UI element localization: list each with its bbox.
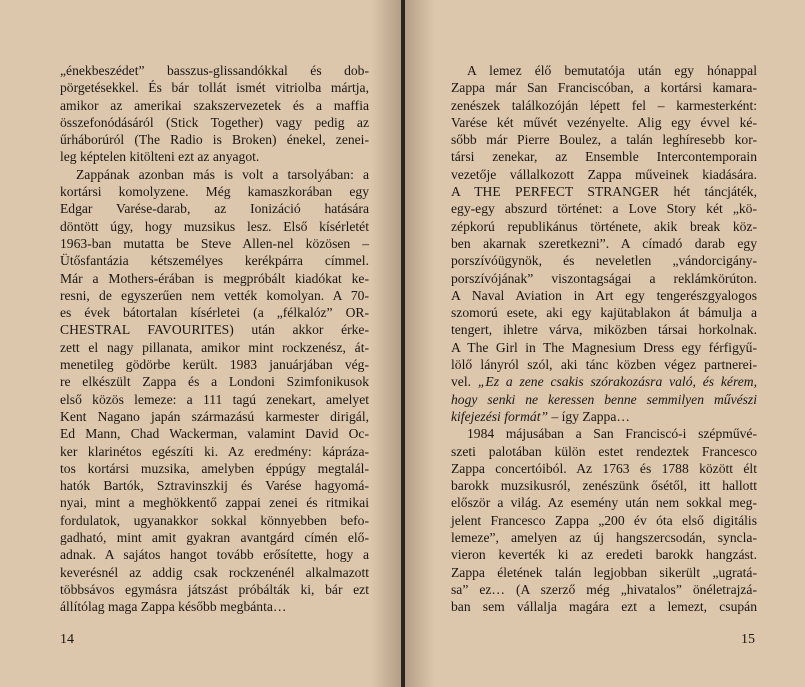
text-line: A lemez élő bemutatója után egy hónappal <box>467 63 757 78</box>
text-line: fordulatok, ugyanakkor sokkal könnyebben befo- <box>60 512 369 528</box>
text-line: zett el nagy pillanata, amikor mint rockzenész, át- <box>60 339 369 355</box>
text-line: Zappa concertóiból. Az 1763 és 1788 között élt <box>451 460 757 476</box>
text-line: többsávos egymásra játszást próbálták ki, bár ezt <box>60 581 369 597</box>
text-line: vieron keverték ki az eredeti barokk hangzást. <box>451 547 757 563</box>
text-line: barokk muzsikusról, zenészünk ősétől, itt hallott <box>451 478 757 494</box>
text-line: első közös lemeze: a 111 tagú zenekart, amelyet <box>60 391 369 407</box>
text-line: hatók Bartók, Sztravinszkij és Varése hagyomá- <box>60 478 369 494</box>
text-run: vel. <box>451 374 472 390</box>
text-line: leg képtelen kitölteni ezt az anyagot. <box>60 149 260 165</box>
text-line: A The Girl in The Magnesium Dress egy férfigyű- <box>451 339 757 355</box>
text-line: lemeze”, amelyen az új hangszercsodán, syncla- <box>451 530 757 546</box>
text-line: tengert, ihletre várva, miközben társai horkolnak. <box>451 322 757 338</box>
left-page <box>0 0 401 687</box>
text-run: – így Zappa… <box>551 408 630 424</box>
text-line: re elkészült Zappa és a Londoni Szimfonikusok <box>60 374 369 390</box>
text-line: először a világ. Az esemény után nem sokkal meg- <box>451 495 757 511</box>
page-number-right: 15 <box>741 632 755 647</box>
text-line: A Naval Aviation in Art egy tengerészgyalogos <box>451 287 757 303</box>
text-line: sa” ez… (A szerző még „hivatalos” önéletrajzá- <box>451 581 757 597</box>
text-line: Ütősfantázia kétszemélyes kerékpárra címmel. <box>60 253 369 269</box>
text-line: egy-egy abszurd történet: a Love Story két „kö- <box>451 201 757 217</box>
text-line: es évek bátortalan kísérletei (a „félkalóz” OR- <box>60 305 369 321</box>
text-line: adnak. A sajátos hangot tovább erősítette, hogy a <box>60 547 369 563</box>
text-line: nyai, mint a meghökkentő zappai zenei és ritmikai <box>60 495 369 511</box>
text-line: vezetője vállalkozott Zappa műveinek kiadására. <box>451 166 757 182</box>
text-line: zépkorú republikánus története, akik break köz- <box>451 218 757 234</box>
text-line: sőbb már Pierre Boulez, a talán leghíresebb kor- <box>451 132 757 148</box>
text-line: porszívóügynök, és neveletlen „vándorcigány- <box>451 253 757 269</box>
text-line: szeti palotában külön estet rendeztek Francesco <box>451 443 757 459</box>
text-line: szomorú esete, aki egy kajütablakon át bámulja a <box>451 305 757 321</box>
right-page-text <box>451 62 757 616</box>
text-line: ban sem vállalja magára ezt a lemezt, csupán <box>451 599 757 615</box>
left-page-text <box>60 62 369 616</box>
text-line: Kent Nagano japán származású karmester dirigál, <box>60 408 369 424</box>
text-line: állítólag maga Zappa később megbánta… <box>60 599 287 615</box>
text-line: Zappa már San Franciscóban, a kortársi kamara- <box>451 80 757 96</box>
text-line: Zappának azonban más is volt a tarsolyában: a <box>76 166 369 182</box>
text-line: Edgar Varése-darab, az Ionizáció hatására <box>60 201 369 217</box>
text-line: ben akarnak szeretkezni”. A címadó darab egy <box>451 235 757 251</box>
text-line: űrháborúról (The Radio is Broken) énekel, zenei- <box>60 132 369 148</box>
page-number-left: 14 <box>60 632 74 647</box>
text-line: 1963-ban mutatta be Steve Allen-nel közösen – <box>60 235 369 251</box>
text-line: összefonódásáról (Stick Together) vagy pedig az <box>60 114 369 130</box>
text-line: lölő lányról szól, aki tánc közben végez partnerei- <box>451 357 757 373</box>
text-line: pörgetésekkel. És bár tollát ismét vitriolba mártja, <box>60 80 369 96</box>
text-line: ker klarinétos egészíti ki. Az eredmény: kápráza- <box>60 443 369 459</box>
text-line: zenészek találkozóján lépett fel – karmesterként: <box>451 97 757 113</box>
text-line <box>451 373 757 390</box>
text-line: hogy senki ne keressen benne semmilyen művészi <box>451 391 757 407</box>
text-line: tos kortársi muzsika, amelyben éppúgy megtalál- <box>60 460 369 476</box>
text-line <box>451 408 757 425</box>
text-line: CHESTRAL FAVOURITES) után akkor érke- <box>60 322 369 338</box>
text-line: jelent Francesco Zappa „200 év óta első digitális <box>451 512 757 528</box>
quote-italic: kifejezési formát” <box>451 408 549 424</box>
text-line: Varése két művét vezényelte. Alig egy évvel ké- <box>451 114 757 130</box>
text-line: társi zenekar, az Ensemble Intercontemporain <box>451 149 757 165</box>
text-line: „énekbeszédet” basszus-glissandókkal és dob- <box>60 63 369 78</box>
text-line: amikor az amerikai szakszervezetek és a maffia <box>60 97 369 113</box>
quote-italic: „Ez a zene csakis szórakozásra való, és kérem, <box>477 374 757 390</box>
text-line: resni, de egyszerűen nem vették komolyan. A 70- <box>60 287 369 303</box>
text-line: menetileg gödörbe került. 1983 januárjában vég- <box>60 357 369 373</box>
text-line: kortársi komolyzene. Még kamaszkorában egy <box>60 184 369 200</box>
text-line: keverésnél az addig csak rockzenénél alkalmazott <box>60 564 369 580</box>
text-line: Zappa életének talán legjobban sikerült „ugratá- <box>451 564 757 580</box>
right-page <box>405 0 805 687</box>
text-line: Már a Mothers-érában is megpróbált kiadókat ke- <box>60 270 369 286</box>
text-line: Ed Mann, Chad Wackerman, valamint David Oc- <box>60 426 369 442</box>
text-line: A THE PERFECT STRANGER hét táncjáték, <box>451 184 757 200</box>
text-line: 1984 májusában a San Franciscó-i szépművé- <box>467 426 757 442</box>
text-line: gadható, mint amit gyakran avantgárd címén elő- <box>60 530 369 546</box>
text-line: döntött úgy, hogy muzsikus lesz. Első kísérletét <box>60 218 369 234</box>
text-line: porszívójának” viszontagságai a reklámkörúton. <box>451 270 757 286</box>
